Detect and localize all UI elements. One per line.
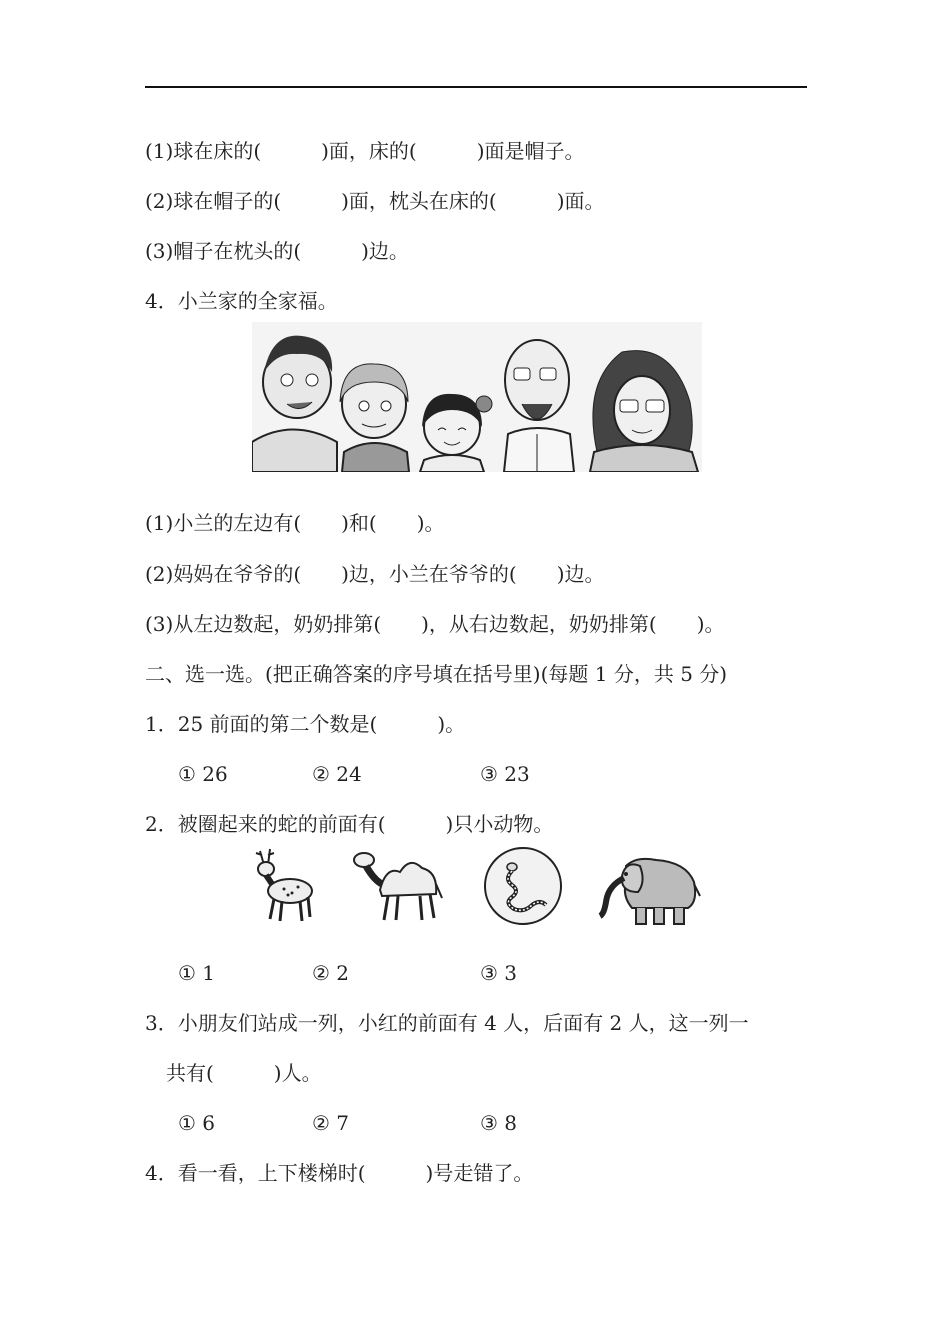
circled-snake-illustration	[482, 845, 564, 927]
s2-q4-text: 4．看一看，上下楼梯时( )号走错了。	[145, 1161, 534, 1185]
header-rule	[145, 86, 807, 88]
s2-q2-text: 2．被圈起来的蛇的前面有( )只小动物。	[145, 812, 554, 836]
family-photo-illustration	[252, 322, 702, 472]
q4-sub-2: (2)妈妈在爷爷的( )边，小兰在爷爷的( )边。	[145, 562, 605, 586]
s2-q3-option-3: ③ 8	[480, 1111, 518, 1135]
s2-q1-option-2: ② 24	[312, 762, 362, 786]
s2-q1-option-1: ① 26	[178, 762, 228, 786]
s2-q3-option-2: ② 7	[312, 1111, 350, 1135]
deer-illustration	[248, 845, 318, 925]
s2-q3-option-1: ① 6	[178, 1111, 216, 1135]
section2-title: 二、选一选。(把正确答案的序号填在括号里)(每题 1 分，共 5 分)	[145, 662, 728, 686]
s2-q3-text-cont: 共有( )人。	[166, 1061, 322, 1085]
s2-q1-option-3: ③ 23	[480, 762, 530, 786]
s2-q1-text: 1．25 前面的第二个数是( )。	[145, 712, 466, 736]
s2-q3-text: 3．小朋友们站成一列，小红的前面有 4 人，后面有 2 人，这一列一	[145, 1011, 749, 1035]
q4-title: 4．小兰家的全家福。	[145, 289, 338, 313]
s2-q2-option-2: ② 2	[312, 961, 350, 985]
q4-sub-3: (3)从左边数起，奶奶排第( )，从右边数起，奶奶排第( )。	[145, 612, 725, 636]
camel-illustration	[352, 850, 444, 925]
q3-sub-3: (3)帽子在枕头的( )边。	[145, 239, 409, 263]
s2-q2-option-3: ③ 3	[480, 961, 518, 985]
q4-sub-1: (1)小兰的左边有( )和( )。	[145, 511, 445, 535]
q3-sub-1: (1)球在床的( )面，床的( )面是帽子。	[145, 139, 585, 163]
q3-sub-2: (2)球在帽子的( )面，枕头在床的( )面。	[145, 189, 605, 213]
s2-q2-option-1: ① 1	[178, 961, 216, 985]
elephant-illustration	[596, 852, 702, 928]
